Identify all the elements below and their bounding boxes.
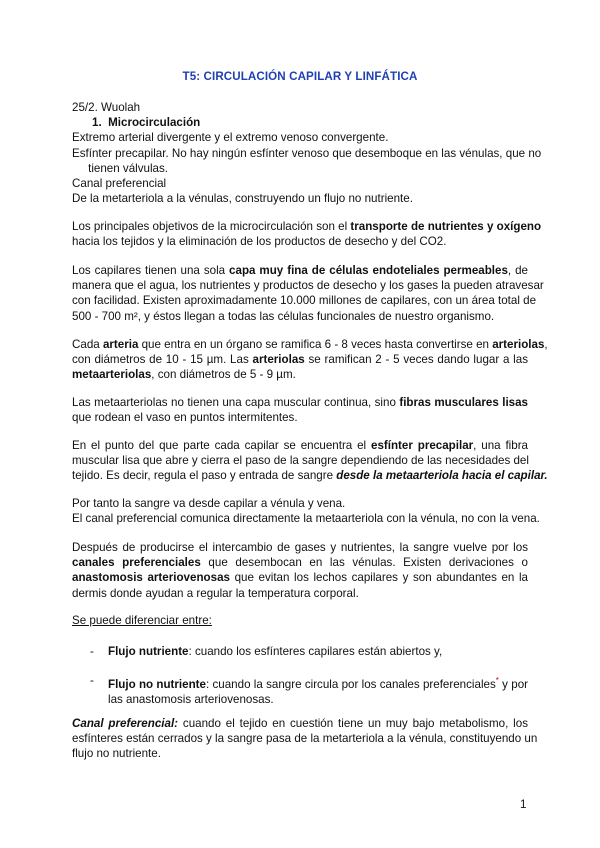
text-run: que entra en un órgano se ramifica 6 - 8 veces hasta convertirse en — [138, 338, 493, 351]
section-number: 1. — [92, 116, 102, 130]
text-line: manera que el agua, los nutrientes y productos de desecho y los gases la pueden atravesar — [72, 279, 544, 293]
paragraph-exchange — [72, 540, 528, 601]
bold-term: esfínter precapilar — [371, 439, 474, 452]
list-dash: - — [90, 674, 94, 687]
bold-italic-term: Canal preferencial: — [72, 717, 179, 730]
text-line — [72, 367, 528, 382]
section-label: Microcirculación — [108, 116, 201, 130]
text-run: Los capilares tienen una sola — [72, 264, 230, 277]
text-run: , con diámetros de 5 - 9 µm. — [151, 368, 296, 382]
text-run: se ramifican 2 - 5 veces dando lugar a las — [304, 353, 528, 367]
text-run: , de — [507, 264, 528, 277]
text-line: El canal preferencial comunica directamente la metaarteriola con la vénula, no con la vena. — [72, 512, 540, 526]
text-line — [72, 716, 528, 731]
text-run: , — [544, 338, 548, 351]
text-line — [72, 570, 528, 585]
intro-line-cont: tienen válvulas. — [88, 161, 169, 175]
intro-line: De la metarteriola a la vénulas, construyendo un flujo no nutriente. — [72, 192, 413, 206]
text-line — [72, 263, 528, 278]
bold-term: arteriolas — [252, 353, 305, 367]
text-run: que desembocan en las vénulas. Existen derivaciones o — [200, 556, 528, 570]
text-line: 500 - 700 m², y éstos llegan a todas las células funcionales de nuestro organismo. — [72, 309, 495, 323]
text-line: flujo no nutriente. — [72, 747, 161, 761]
text-line — [72, 219, 542, 234]
text-run: con diámetros de 10 - 15 µm. Las — [72, 353, 253, 367]
text-line: las anastomosis arteriovenosas. — [108, 693, 274, 707]
text-run: y por — [498, 677, 529, 691]
bold-term: canales preferenciales — [72, 556, 201, 570]
text-run: : cuando los esfínteres capilares están abiertos y, — [188, 645, 443, 658]
text-line: esfínteres están cerrados y la sangre pasa de la metarteriola a la vénula, constituyendo un — [72, 732, 538, 746]
text-line — [72, 352, 528, 367]
text-run: Los principales objetivos de la microcirculación son el — [72, 220, 351, 233]
paragraph-metaarterioles — [72, 395, 528, 425]
intro-line: Esfínter precapilar. No hay ningún esfínter venoso que desemboque en las vénulas, que no — [72, 146, 542, 160]
list-dash: - — [90, 645, 94, 658]
text-line: Después de producirse el intercambio de gases y nutrientes, la sangre vuelve por los — [72, 541, 528, 554]
text-line: dermis donde ayudan a regular la temperatura corporal. — [72, 586, 359, 600]
paragraph-blood-path — [72, 496, 540, 526]
text-line — [108, 673, 528, 692]
text-line — [72, 337, 548, 352]
text-run: que evitan los lechos capilares y son abundantes en la — [229, 571, 528, 585]
text-line — [72, 395, 528, 410]
underlined-heading: Se puede diferenciar entre: — [72, 614, 212, 627]
text-line: con facilidad. Existen aproximadamente 10.000 millones de capilares, con un área total de — [72, 294, 537, 308]
bold-term: arteriolas — [492, 338, 545, 351]
list-item — [90, 644, 528, 660]
text-run: : cuando la sangre circula por los canales preferenciales — [206, 677, 496, 691]
bold-italic-term: desde la metaarteriola hacia el capilar. — [336, 469, 548, 483]
text-run: , una fibra — [473, 439, 529, 452]
differentiate-heading — [72, 613, 528, 628]
paragraph-preferential-channel — [72, 716, 538, 762]
text-line — [72, 468, 548, 483]
text-line: que rodean el vaso en puntos intermitentes. — [72, 411, 298, 425]
bold-term: Flujo no nutriente — [108, 677, 206, 691]
list-item — [90, 673, 528, 705]
text-run: tejido. Es decir, regula el paso y entrada de sangre — [72, 469, 337, 483]
intro-line: Canal preferencial — [72, 177, 167, 191]
bold-term: metaarteriolas — [72, 368, 152, 382]
bold-term: fibras musculares lisas — [399, 396, 529, 409]
bold-term: transporte de nutrientes y oxígeno — [350, 220, 542, 233]
page-number: 1 — [520, 798, 527, 811]
text-line — [72, 555, 528, 570]
bold-term: Flujo nutriente — [108, 645, 189, 658]
paragraph-capillaries — [72, 263, 544, 324]
paragraph-arteries — [72, 337, 548, 383]
text-line: Por tanto la sangre va desde capilar a vénula y vena. — [72, 497, 346, 510]
text-run: Las metaarteriolas no tienen una capa muscular continua, sino — [72, 396, 400, 409]
paragraph-objectives — [72, 219, 542, 249]
asterisk-mark: * — [495, 676, 499, 685]
text-run: Cada — [72, 338, 103, 351]
bold-term: capa muy fina de células endoteliales permeables — [229, 264, 508, 277]
text-line: hacia los tejidos y la eliminación de los productos de desecho y del CO2. — [72, 235, 447, 249]
list-item-text — [108, 644, 528, 659]
page-title: T5: CIRCULACIÓN CAPILAR Y LINFÁTICA — [182, 70, 418, 83]
text-run: cuando el tejido en cuestión tiene un muy bajo metabolismo, los — [178, 717, 528, 730]
section-heading — [72, 115, 528, 130]
text-run: En el punto del que parte cada capilar se encuentra el — [72, 439, 371, 452]
bold-term: arteria — [102, 338, 139, 351]
paragraph-sphincter — [72, 438, 548, 484]
text-line — [72, 438, 528, 453]
text-line: muscular lisa que abre y cierra el paso de la sangre dependiendo de las necesidades del — [72, 454, 529, 468]
intro-line: Extremo arterial divergente y el extremo venoso convergente. — [72, 131, 389, 145]
list-item-text — [108, 673, 528, 707]
intro-line — [72, 161, 528, 176]
intro-block — [72, 100, 542, 206]
source-note: 25/2. Wuolah — [72, 101, 141, 114]
bold-term: anastomosis arteriovenosas — [72, 571, 230, 585]
